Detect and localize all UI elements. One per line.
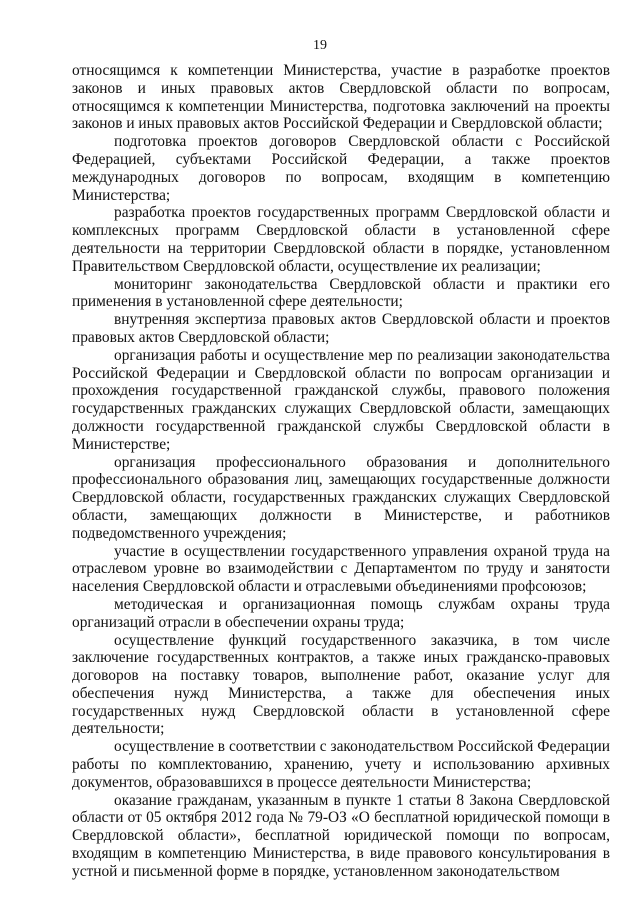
paragraph: методическая и организационная помощь службам охраны труда организаций отрасли в обеспечении охраны труда; <box>72 595 610 631</box>
paragraph: осуществление в соответствии с законодательством Российской Федерации работы по комплектованию, хранению, учету и использованию архивных документов, образовавшихся в процессе деятельности Министерства; <box>72 738 610 791</box>
paragraph: внутренняя экспертиза правовых актов Свердловской области и проектов правовых актов Свердловской области; <box>72 311 610 346</box>
paragraph: мониторинг законодательства Свердловской области и практики его применения в установленной сфере деятельности; <box>72 275 610 311</box>
paragraph: осуществление функций государственного заказчика, в том числе заключение государственных контрактов, а также иных гражданско-правовых договоров на поставку товаров, выполнение работ, оказание услуг для обеспечения нужд Министерства, а также для обеспечения иных государственных нужд Свердловской области в установленной сфере деятельности; <box>72 631 610 738</box>
document-body <box>72 62 610 881</box>
paragraph: организация работы и осуществление мер по реализации законодательства Российской Федерации и Свердловской области по вопросам организации и прохождения государственной гражданской службы, правового положения государственных гражданских служащих Свердловской области, замещающих должности государственной гражданской службы Свердловской области в Министерстве; <box>72 346 610 453</box>
paragraph: организация профессионального образования и дополнительного профессионального образования лиц, замещающих государственные должности Свердловской области, государственных гражданских служащих Свердловской области, замещающих должности в Министерстве, и работников подведомственного учреждения; <box>72 453 610 542</box>
paragraph: оказание гражданам, указанным в пункте 1 статьи 8 Закона Свердловской области от 05 октября 2012 года № 79-ОЗ «О бесплатной юридической помощи в Свердловской области», бесплатной юридической помощи по вопросам, входящим в компетенцию Министерства, в виде правового консультирования в устной и письменной форме в порядке, установленном законодательством <box>72 791 610 880</box>
paragraph: разработка проектов государственных программ Свердловской области и комплексных программ Свердловской области в установленной сфере деятельности на территории Свердловской области в порядке, установленном Правительством Свердловской области, осуществление их реализации; <box>72 204 610 275</box>
paragraph: подготовка проектов договоров Свердловской области с Российской Федерацией, субъектами Российской Федерации, а также проектов международных договоров по вопросам, входящим в компетенцию Министерства; <box>72 133 610 204</box>
page-number: 19 <box>313 38 327 53</box>
paragraph: участие в осуществлении государственного управления охраной труда на отраслевом уровне во взаимодействии с Департаментом по труду и занятости населения Свердловской области и отраслевыми объединениями профсоюзов; <box>72 542 610 596</box>
paragraph: относящимся к компетенции Министерства, участие в разработке проектов законов и иных правовых актов Свердловской области по вопросам, относящимся к компетенции Министерства, подготовка заключений на проекты законов и иных правовых актов Российской Федерации и Свердловской области; <box>72 62 610 133</box>
